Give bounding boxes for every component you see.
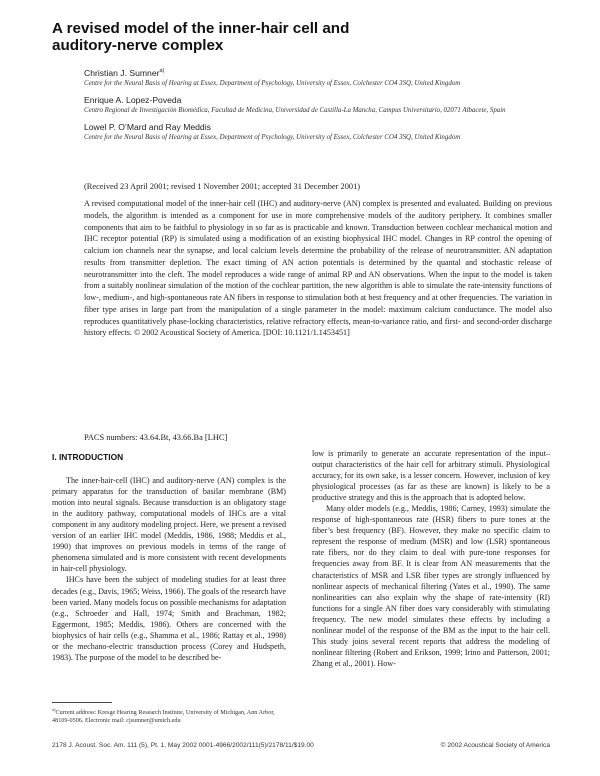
footnote-mark: a) (52, 707, 56, 712)
left-column (52, 446, 286, 663)
paper-title: A revised model of the inner-hair cell and auditory-nerve complex (52, 20, 350, 54)
abstract (84, 198, 552, 339)
author-block (84, 95, 554, 115)
author-affiliation: Centro Regional de Investigación Biomédica, Facultad de Medicina, Universidad de Castilla-La Mancha, Campus Universitario, 02071 Albacete, Spain (84, 106, 506, 114)
footnote-text: Current address: Kresge Hearing Research Institute, University of Michigan, Ann Arbor, 48109-0506. Electronic mail: cjsumner@umich.edu (52, 709, 275, 725)
body-paragraph: IHCs have been the subject of modeling studies for at least three decades (e.g., Davis, 1965; Weiss, 1966). The goals of the research have been varied. Many models focus on possible mechanisms for adaptation (e.g., Schroeder and Hall, 1974; Smith and Brachman, 1982; Eggermont, 1985; Meddis, 1986). Others are concerned with the biophysics of hair cells (e.g., Shamma et al., 1986; Rattay et al., 1998) or the mechano-electric transduction process (Corey and Hudspeth, 1983). The purpose of the model to be described be- (52, 575, 286, 662)
doi-link[interactable]: [DOI: 10.1121/1.1453451] (263, 328, 350, 338)
author-name: Lowel P. O’Mard and Ray Meddis (84, 121, 211, 132)
body-paragraph: The inner-hair-cell (IHC) and auditory-nerve (AN) complex is the primary apparatus for the transduction of basilar membrane (BM) motion into neural signals. Because transduction is an obligatory stage in the auditory pathway, computational models of IHCs are a vital component in any auditory modeling project. Here, we present a revised version of an earlier IHC model (Meddis, 1986, 1988; Meddis et al., 1990) that improves on previous models in terms of the range of phenomena simulated and is more consistent with recent developments in hair-cell physiology. (52, 476, 286, 574)
copyright-line: © 2002 Acoustical Society of America. (133, 328, 262, 338)
author-affiliation: Centre for the Neural Basis of Hearing at Essex, Department of Psychology, University of Essex, Colchester CO4 3SQ, United Kingdom (84, 79, 461, 87)
footnote-divider (52, 702, 112, 703)
abstract-text: A revised computational model of the inner-hair cell (IHC) and auditory-nerve (AN) complex is presented and evaluated. Building on previous models, the algorithm is intended as a component for use in more comprehensive models of the auditory periphery. It combines smaller components that aim to be faithful to physiology in so far as is practicable and known. Transduction between cochlear mechanical motion and IHC receptor potential (RP) is simulated using a modification of an existing biophysical IHC model. Changes in RP control the opening of calcium ion channels near the synapse, and local calcium levels determine the probability of the release of neurotransmitter. AN adaptation results from transmitter depletion. The exact timing of AN action potentials is determined by the quantal and stochastic release of neurotransmitter into the cleft. The model reproduces a wide range of animal RP and AN observations. When the input to the model is taken from a suitably nonlinear simulation of the motion of the cochlear partition, the new algorithm is able to simulate the rate-intensity functions of low-, medium-, and high-spontaneous rate AN fibers in response to stimulation both at best frequency and at other frequencies. The variation in fiber type arises in large part from the manipulation of a single parameter in the model: maximum calcium conductance. The model also reproduces quantitatively phase-locking characteristics, relative refractory effects, mean-to-variance ratio, and first- and second-order discharge history effects. (84, 199, 552, 338)
right-column (312, 448, 550, 669)
author-list (84, 66, 554, 149)
pacs-numbers: PACS numbers: 43.64.Bt, 43.66.Ba [LHC] (84, 433, 228, 442)
author-affiliation: Centre for the Neural Basis of Hearing at Essex, Department of Psychology, University of Essex, Colchester CO4 3SQ, United Kingdom (84, 133, 461, 141)
author-name: Christian J. Sumner$^{a)}$ (84, 67, 165, 78)
page-footer (52, 742, 550, 749)
footnote (52, 706, 286, 726)
author-block (84, 66, 554, 88)
received-dates: (Received 23 April 2001; revised 1 November 2001; accepted 31 December 2001) (84, 182, 361, 191)
footer-copyright: © 2002 Acoustical Society of America (440, 742, 550, 749)
body-paragraph: Many older models (e.g., Meddis, 1986; Carney, 1993) simulate the response of high-spontaneous rate (HSR) fibers to pure tones at the fiber’s best frequency (BF). However, they make no specific claim to represent the response of medium (MSR) and low (LSR) spontaneous rate fibers, nor do they claim to deal with pure-tone responses for frequencies away from BF. It is clear from AN measurements that the characteristics of MSR and LSR fiber types are strongly influenced by nonlinear aspects of mechanical filtering (Yates et al., 1990). The same nonlinearities can also explain why the shape of rate-intensity (RI) functions for a single AN fiber does vary considerably with stimulating frequency. The new model simulates these effects by including a nonlinear model of the response of the BM as the input to the hair cell. This study joins several recent reports that address the modeling of nonlinear filtering (Robert and Erikson, 1999; Irino and Patterson, 2001; Zhang et al., 2001). How- (312, 504, 550, 668)
body-paragraph: low is primarily to generate an accurate representation of the input–output characteristics of the hair cell for arbitrary stimuli. Physiological accuracy, for its own sake, is a lesser concern. However, inclusion of key physiological processes (as far as these are known) is likely to be a productive strategy and this is the approach that is adopted below. (312, 449, 550, 503)
author-footnote-mark: a) (159, 68, 165, 74)
author-name: Enrique A. Lopez-Poveda (84, 94, 182, 105)
footer-citation: 2178 J. Acoust. Soc. Am. 111 (5), Pt. 1, May 2002 0001-4966/2002/111(5)/2178/11/$19.00 (52, 742, 314, 749)
author-block (84, 122, 554, 142)
section-heading: I. INTRODUCTION (52, 452, 124, 462)
